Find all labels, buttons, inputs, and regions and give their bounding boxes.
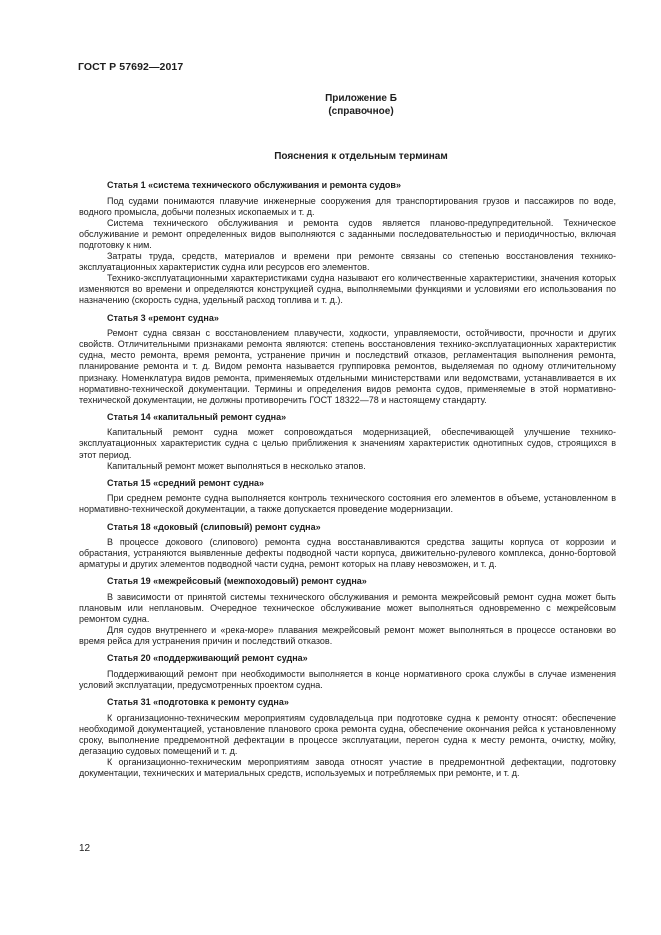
document-header: ГОСТ Р 57692—2017 bbox=[78, 61, 184, 73]
article-heading: Статья 14 «капитальный ремонт судна» bbox=[107, 411, 287, 422]
article-heading: Статья 3 «ремонт судна» bbox=[107, 312, 219, 323]
article-paragraph: Технико-эксплуатационными характеристиками судна называют его количественные характеристики, значения которых изменяются во времени и определяются конструкцией судна, выполняемыми функциями и условиями его использования по назначению (скорость судна, удельный расход топлива и т. д.). bbox=[79, 273, 616, 306]
document-body bbox=[79, 180, 616, 779]
article-paragraph: В процессе докового (слипового) ремонта судна восстанавливаются средства защиты корпуса от коррозии и обрастания, устраняются выявленные дефекты подводной части корпуса, движительно-рулевого комплекса, донно-бортовой арматуры и других элементов подводной части судна, ремонт которых на плаву невозможен, и т. д. bbox=[79, 537, 616, 570]
article-paragraph: Поддерживающий ремонт при необходимости выполняется в конце нормативного срока службы в случае изменения условий эксплуатации, предусмотренных проектом судна. bbox=[79, 669, 616, 691]
article-paragraph: Под судами понимаются плавучие инженерные сооружения для транспортирования грузов и пассажиров по воде, водного промысла, добычи полезных ископаемых и т. д. bbox=[79, 195, 616, 217]
section-title: Пояснения к отдельным терминам bbox=[274, 151, 448, 162]
article-paragraph: Затраты труда, средств, материалов и времени при ремонте связаны со степенью восстановления технико-эксплуатационных характеристик судна или ресурсов его элементов. bbox=[79, 251, 616, 273]
article-section bbox=[79, 313, 616, 406]
article-heading: Статья 1 «система технического обслуживания и ремонта судов» bbox=[107, 180, 401, 190]
article-paragraph: При среднем ремонте судна выполняется контроль технического состояния его элементов в объеме, установленном в нормативно-технической документации, а также допускается проведение модернизации. bbox=[79, 493, 616, 515]
article-section bbox=[79, 522, 616, 571]
article-heading: Статья 31 «подготовка к ремонту судна» bbox=[107, 697, 289, 708]
article-heading: Статья 15 «средний ремонт судна» bbox=[107, 477, 265, 488]
article-heading: Статья 20 «поддерживающий ремонт судна» bbox=[107, 653, 308, 664]
appendix-subtitle: (справочное) bbox=[328, 106, 394, 117]
article-section bbox=[79, 697, 616, 779]
article-paragraph: Для судов внутреннего и «река-море» плавания межрейсовый ремонт может выполняться в процессе остановки во время рейса для устранения причин и последствий отказов. bbox=[79, 625, 616, 647]
article-paragraph: Ремонт судна связан с восстановлением плавучести, ходкости, управляемости, остойчивости, прочности и других свойств. Отличительными признаками ремонта являются: степень восстановления технико-эксплуатационных характеристик судна, место ремонта, время ремонта, устранение причин и последствий отказов, регламентация выполнения ремонта, планирование ремонта и т. д. Видом ремонта называется группировка ремонтов, выделяемая по одному отличительному признаку. Номенклатура видов ремонта, применяемых отдельными министерствами или ведомствами, устанавливается в их нормативно-технической документации. Термины и определения видов ремонта судов, применяемые в этой нормативно-технической документации, не должны противоречить ГОСТ 18322—78 и настоящему стандарту. bbox=[79, 328, 616, 405]
article-section bbox=[79, 653, 616, 691]
article-paragraph: Капитальный ремонт судна может сопровождаться модернизацией, обеспечивающей улучшение технико-эксплуатационных характеристик судна с целью приближения к значениям характеристик однотипных судов, строящихся в этот период. bbox=[79, 427, 616, 460]
article-heading: Статья 18 «доковый (слиповый) ремонт судна» bbox=[107, 521, 321, 532]
article-section bbox=[79, 478, 616, 516]
article-heading: Статья 19 «межрейсовый (межпоходовый) ремонт судна» bbox=[107, 576, 367, 587]
appendix-label bbox=[250, 92, 472, 118]
article-section bbox=[79, 180, 616, 307]
article-section bbox=[79, 576, 616, 647]
article-paragraph: В зависимости от принятой системы технического обслуживания и ремонта межрейсовый ремонт судна может быть плановым или неплановым. Очередное техническое обслуживание может выполняться одновременно с межрейсовым ремонтом судна. bbox=[79, 592, 616, 625]
article-section bbox=[79, 412, 616, 472]
article-paragraph: Капитальный ремонт может выполняться в несколько этапов. bbox=[107, 460, 366, 471]
page-number: 12 bbox=[79, 843, 91, 854]
article-paragraph: К организационно-техническим мероприятиям судовладельца при подготовке судна к ремонту относят: обеспечение необходимой документацией, установление планового срока ремонта судна, обеспечение окончания рейса к установленному сроку, выполнение предремонтной дефектации в процессе эксплуатации, перегон судна к месту ремонта, очистку, мойку, дегазацию судовых помещений и т. д. bbox=[79, 712, 616, 757]
article-paragraph: Система технического обслуживания и ремонта судов является планово-предупредительной. Техническое обслуживание и ремонт определенных видов выполняются с заданными последовательностью и периодичностью, включая подготовку к ним. bbox=[79, 217, 616, 250]
article-paragraph: К организационно-техническим мероприятиям завода относят участие в предремонтной дефектации, подготовку документации, технических и материальных средств, используемых и потребляемых при ремонте, и т. д. bbox=[79, 757, 616, 779]
appendix-title: Приложение Б bbox=[325, 93, 397, 104]
